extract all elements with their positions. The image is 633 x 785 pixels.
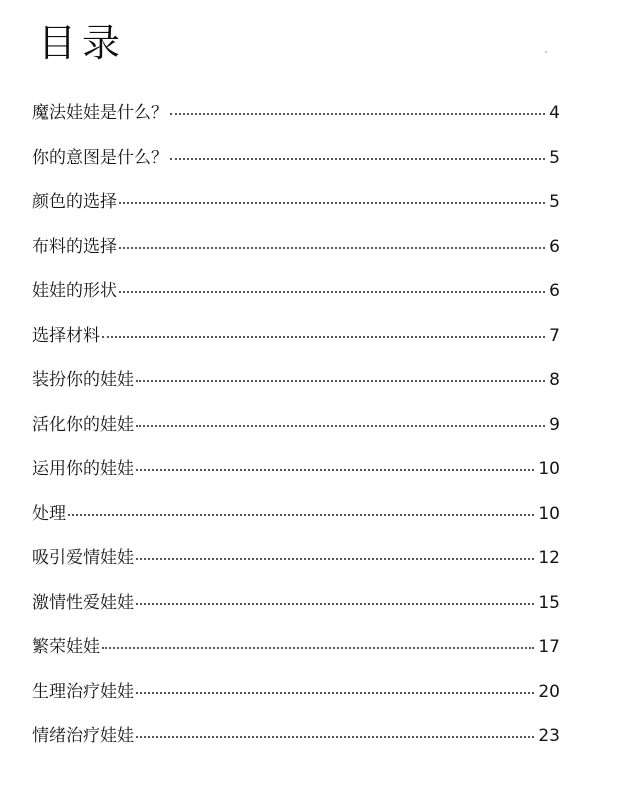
dot-leader <box>136 692 534 694</box>
toc-entry-label: 活化你的娃娃 <box>32 414 134 435</box>
dot-leader <box>119 247 545 249</box>
toc-entry-label: 娃娃的形状 <box>32 281 117 301</box>
dot-leader <box>119 291 545 293</box>
toc-entry-page-number: 9 <box>549 414 560 435</box>
toc-entry-page-number: 5 <box>549 147 560 168</box>
dot-leader <box>68 514 534 516</box>
toc-entry-label: 繁荣娃娃 <box>32 637 100 657</box>
toc-entry-page-number: 17 <box>538 637 560 657</box>
toc-entry[interactable] <box>32 368 560 413</box>
toc-entry-label: 情绪治疗娃娃 <box>32 726 134 746</box>
toc-entry-page-number: 10 <box>538 503 560 524</box>
dot-leader <box>102 647 534 649</box>
toc-entry-label: 装扮你的娃娃 <box>32 370 134 390</box>
toc-entry-page-number: 8 <box>549 370 560 390</box>
toc-entry[interactable] <box>32 724 560 769</box>
dot-leader <box>136 425 545 427</box>
dot-leader <box>136 603 534 605</box>
toc-entry-label: 布料的选择 <box>32 236 117 257</box>
dot-leader <box>136 736 534 738</box>
toc-entry-page-number: 10 <box>538 459 560 479</box>
toc-entry[interactable] <box>32 680 560 725</box>
toc-entry-label: 生理治疗娃娃 <box>32 681 134 702</box>
toc-entry[interactable] <box>32 546 560 591</box>
toc-entry-page-number: 23 <box>538 726 560 746</box>
toc-entry[interactable] <box>32 101 560 146</box>
toc-entry-page-number: 20 <box>538 681 560 702</box>
dot-leader <box>136 469 534 471</box>
toc-entry-label: 颜色的选择 <box>32 192 117 212</box>
toc-entry-page-number: 5 <box>549 192 560 212</box>
toc-entry-page-number: 12 <box>538 548 560 568</box>
toc-entry[interactable] <box>32 324 560 369</box>
toc-entry-label: 魔法娃娃是什么？ <box>32 103 168 123</box>
toc-entry-page-number: 6 <box>549 236 560 257</box>
dot-leader <box>136 380 545 382</box>
dot-leader <box>170 158 545 160</box>
toc-entry-page-number: 6 <box>549 281 560 301</box>
scan-speck <box>545 51 547 53</box>
toc-entry-label: 吸引爱情娃娃 <box>32 548 134 568</box>
toc-entry[interactable] <box>32 413 560 458</box>
dot-leader <box>119 202 545 204</box>
toc-entry[interactable] <box>32 457 560 502</box>
toc-entry-label: 选择材料 <box>32 325 100 346</box>
toc-entry[interactable] <box>32 190 560 235</box>
dot-leader <box>136 558 534 560</box>
toc-entry[interactable] <box>32 235 560 280</box>
toc-entry[interactable] <box>32 279 560 324</box>
toc-entry-label: 处理 <box>32 503 66 524</box>
toc-list <box>32 101 560 769</box>
toc-entry-label: 运用你的娃娃 <box>32 459 134 479</box>
dot-leader <box>102 336 545 338</box>
toc-entry-label: 你的意图是什么？ <box>32 147 168 168</box>
toc-entry[interactable] <box>32 146 560 191</box>
dot-leader <box>170 113 545 115</box>
toc-entry-page-number: 4 <box>549 103 560 123</box>
toc-entry[interactable] <box>32 635 560 680</box>
toc-entry-page-number: 15 <box>538 592 560 613</box>
toc-entry[interactable] <box>32 502 560 547</box>
toc-entry-page-number: 7 <box>549 325 560 346</box>
page-title: 目录 <box>38 21 127 65</box>
toc-entry[interactable] <box>32 591 560 636</box>
toc-entry-label: 激情性爱娃娃 <box>32 592 134 613</box>
